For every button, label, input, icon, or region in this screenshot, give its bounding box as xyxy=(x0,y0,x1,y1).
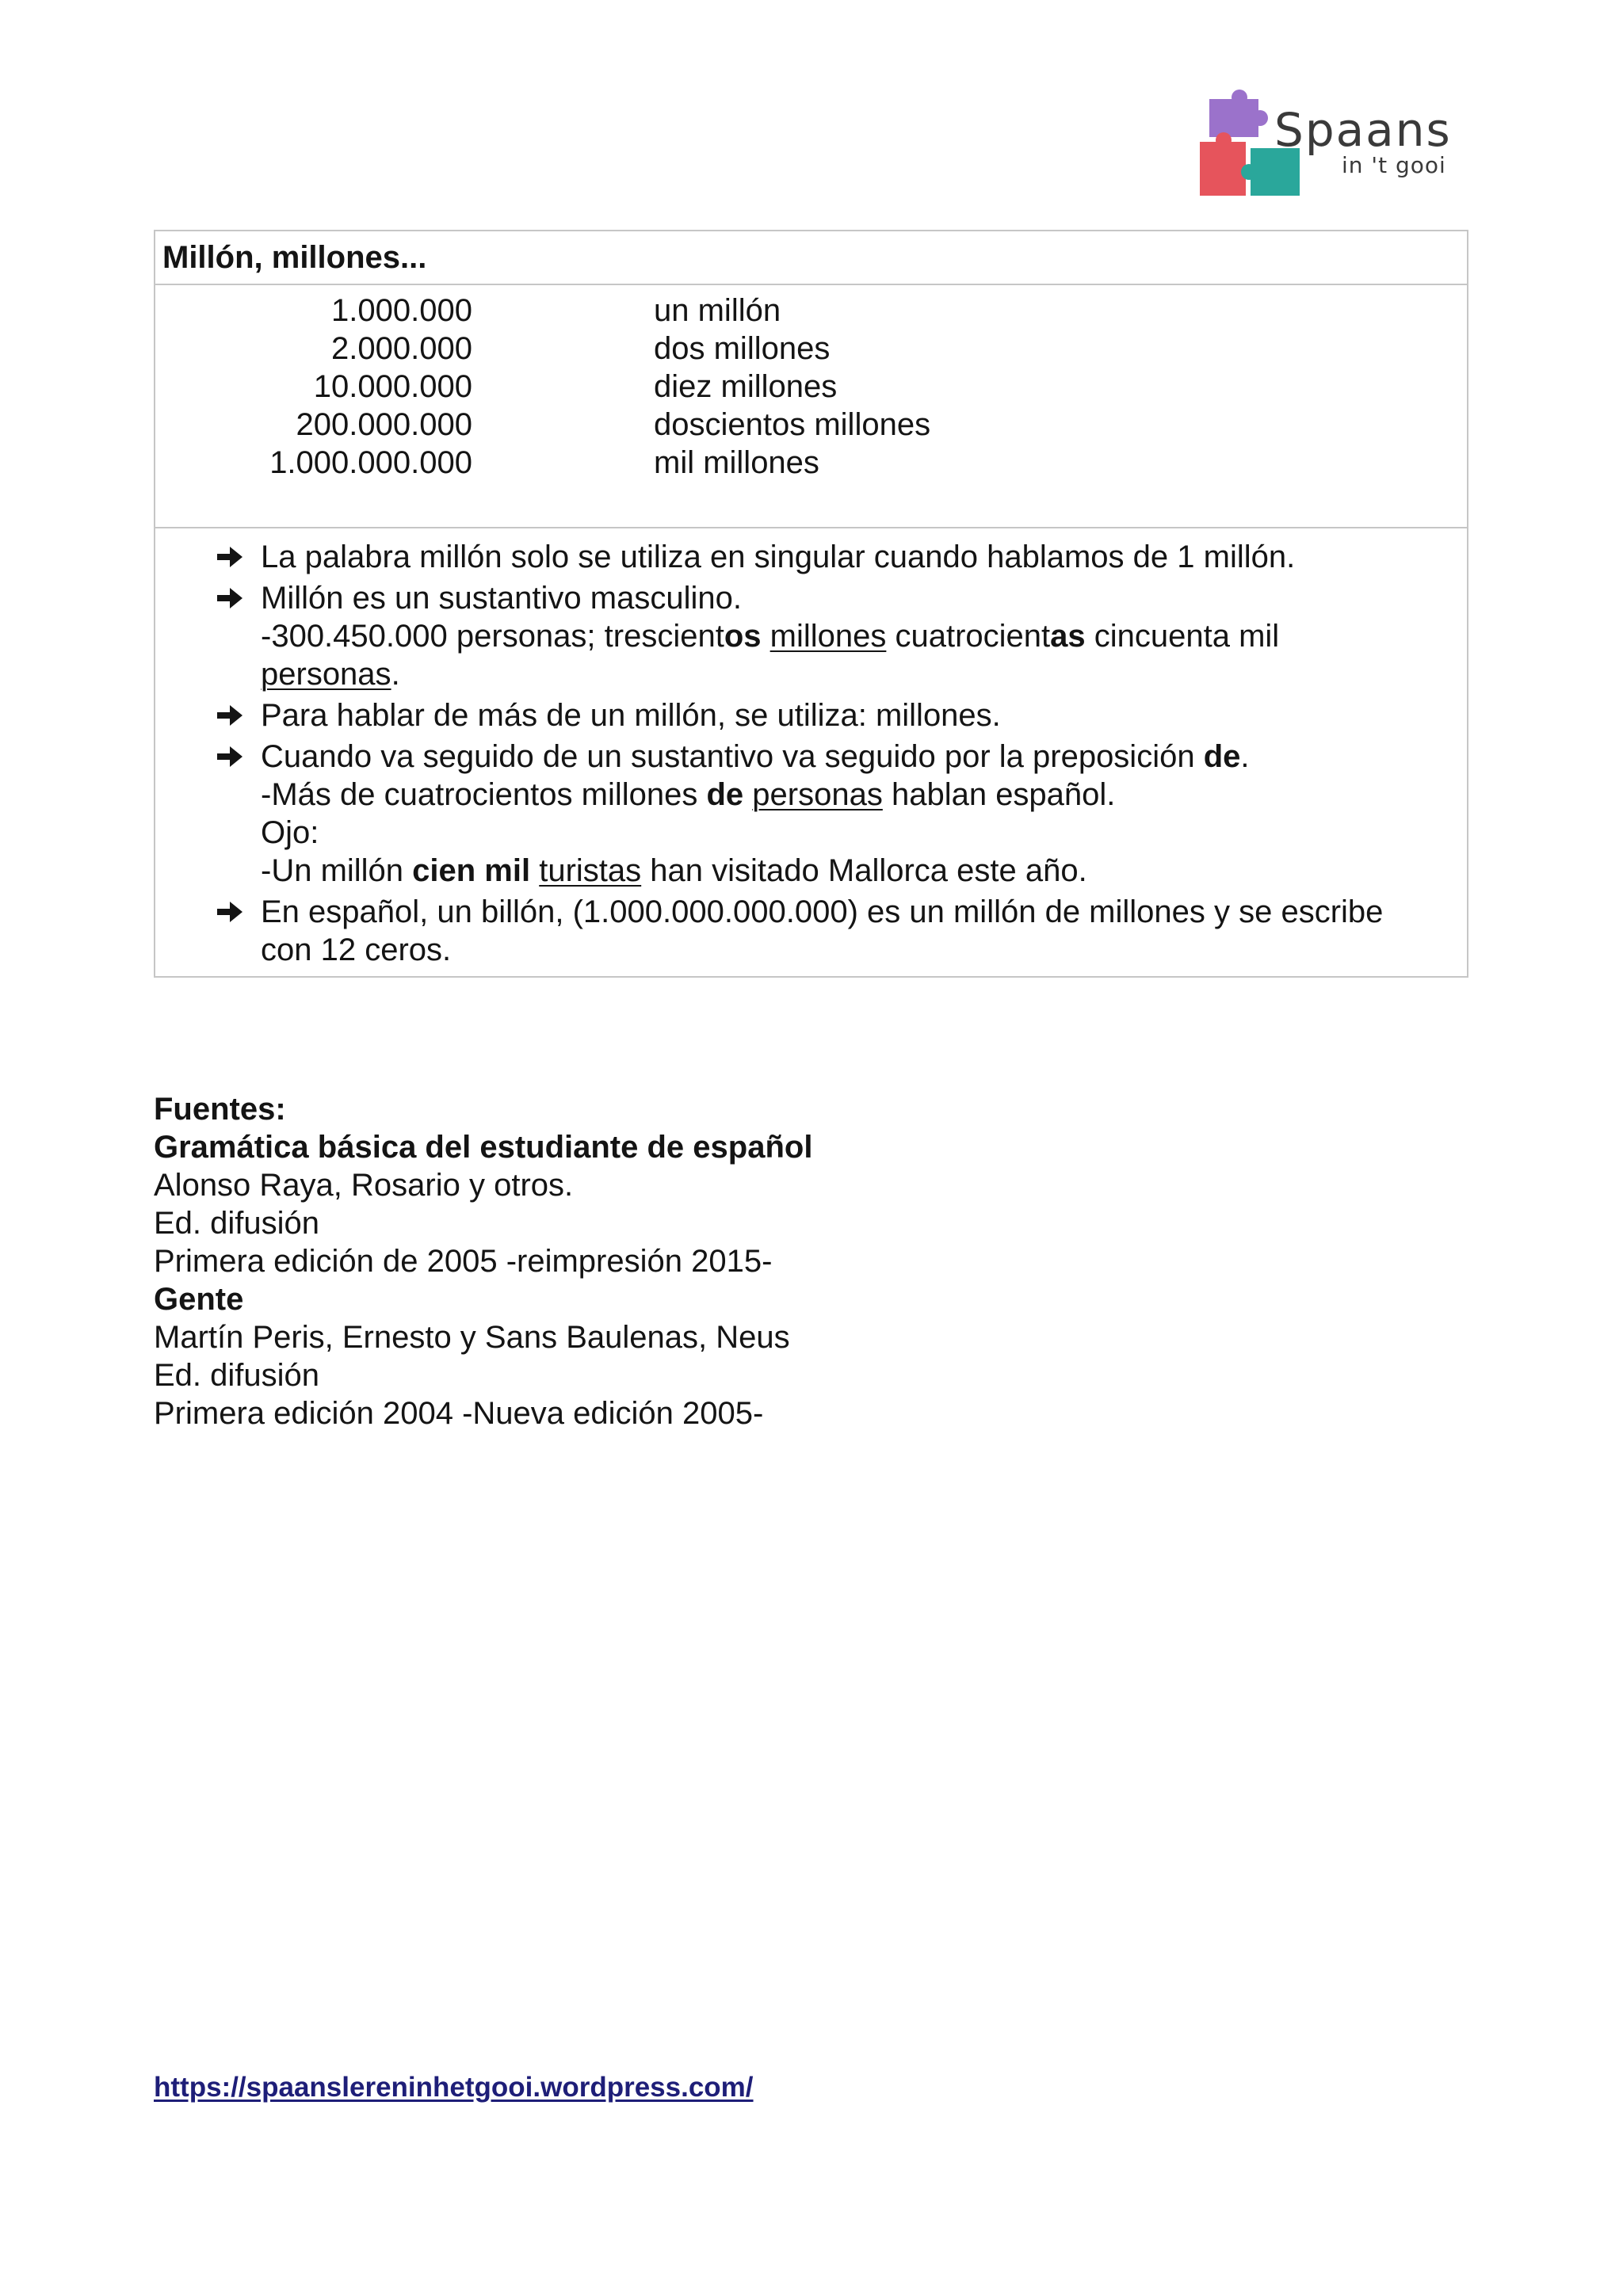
text-segment: En español, un billón, (1.000.000.000.000) es un millón de millones y se escribe xyxy=(261,894,1384,929)
number-figure: 10.000.000 xyxy=(313,369,472,404)
sources-heading: Fuentes: xyxy=(154,1092,286,1127)
text-segment: -300.450.000 personas; trescient xyxy=(261,619,724,654)
bold-text: cien mil xyxy=(412,853,531,888)
number-words: diez millones xyxy=(654,369,838,404)
note-line xyxy=(155,696,1467,734)
text-segment: . xyxy=(1240,739,1250,774)
note-line xyxy=(155,538,1467,576)
source-line: Ed. difusión xyxy=(154,1206,320,1241)
logo-brand-text: Spaans xyxy=(1274,103,1452,157)
text-segment: . xyxy=(391,657,400,692)
number-words: dos millones xyxy=(654,331,831,366)
source-line: Primera edición 2004 -Nueva edición 2005- xyxy=(154,1396,764,1431)
sources-section xyxy=(154,1090,812,1432)
bold-text: as xyxy=(1050,619,1086,654)
text-segment: -Un millón xyxy=(261,853,413,888)
note-line xyxy=(155,852,1467,890)
number-example-row xyxy=(155,330,1467,368)
arrow-right-icon xyxy=(217,901,242,923)
text-segment: -Más de cuatrocientos millones xyxy=(261,777,707,812)
text-segment xyxy=(743,777,752,812)
number-figure: 2.000.000 xyxy=(331,331,472,366)
millon-table xyxy=(154,230,1468,978)
text-segment: Para hablar de más de un millón, se utiliza: millones. xyxy=(261,698,1001,733)
note-line xyxy=(155,579,1467,617)
number-example-row xyxy=(155,368,1467,406)
number-words: doscientos millones xyxy=(654,407,931,442)
arrow-right-icon xyxy=(217,587,242,609)
text-segment: Cuando va seguido de un sustantivo va seguido por la preposición xyxy=(261,739,1204,774)
underlined-text: millones xyxy=(769,619,887,654)
arrow-right-icon xyxy=(217,746,242,768)
bold-text: os xyxy=(724,619,762,654)
note-line xyxy=(155,655,1467,693)
note-line xyxy=(155,814,1467,852)
table-title: Millón, millones... xyxy=(162,240,427,275)
number-words: mil millones xyxy=(654,445,819,480)
source-title: Gramática básica del estudiante de español xyxy=(154,1130,813,1165)
source-line: Ed. difusión xyxy=(154,1358,320,1393)
puzzle-piece-red xyxy=(1200,132,1246,196)
source-line: Primera edición de 2005 -reimpresión 2015- xyxy=(154,1244,773,1279)
text-segment: cuatrocient xyxy=(886,619,1051,654)
number-example-row xyxy=(155,292,1467,330)
numbers-row xyxy=(155,284,1467,527)
puzzle-piece-purple xyxy=(1209,90,1268,137)
underlined-text: turistas xyxy=(539,853,642,888)
number-figure: 1.000.000 xyxy=(331,293,472,328)
arrow-right-icon xyxy=(217,546,242,568)
text-segment: Ojo: xyxy=(261,815,319,850)
number-example-row xyxy=(155,406,1467,444)
number-figure: 1.000.000.000 xyxy=(269,445,472,480)
bold-text: de xyxy=(706,777,744,812)
text-segment: Millón es un sustantivo masculino. xyxy=(261,581,742,616)
text-segment xyxy=(762,619,770,654)
number-figure: 200.000.000 xyxy=(296,407,472,442)
source-line: Alonso Raya, Rosario y otros. xyxy=(154,1168,574,1203)
text-segment: han visitado Mallorca este año. xyxy=(641,853,1087,888)
notes-row xyxy=(155,527,1467,976)
note-line xyxy=(155,931,1467,969)
text-segment: hablan español. xyxy=(882,777,1116,812)
number-words: un millón xyxy=(654,293,781,328)
arrow-right-icon xyxy=(217,704,242,727)
source-line: Martín Peris, Ernesto y Sans Baulenas, Neus xyxy=(154,1320,790,1355)
website-link[interactable]: https://spaanslereninhetgooi.wordpress.com/ xyxy=(154,2072,754,2103)
text-segment xyxy=(530,853,539,888)
text-segment: La palabra millón solo se utiliza en singular cuando hablamos de 1 millón. xyxy=(261,540,1296,574)
source-title: Gente xyxy=(154,1282,244,1317)
logo xyxy=(1189,76,1450,203)
underlined-text: personas xyxy=(261,657,391,692)
note-line xyxy=(155,617,1467,655)
underlined-text: personas xyxy=(752,777,883,812)
logo-tagline: in 't gooi xyxy=(1342,152,1446,178)
number-example-row xyxy=(155,444,1467,482)
text-segment: con 12 ceros. xyxy=(261,933,452,967)
bold-text: de xyxy=(1203,739,1241,774)
sources-list xyxy=(154,1128,812,1432)
note-line xyxy=(155,893,1467,931)
note-line xyxy=(155,738,1467,776)
note-line xyxy=(155,776,1467,814)
text-segment: cincuenta mil xyxy=(1085,619,1280,654)
